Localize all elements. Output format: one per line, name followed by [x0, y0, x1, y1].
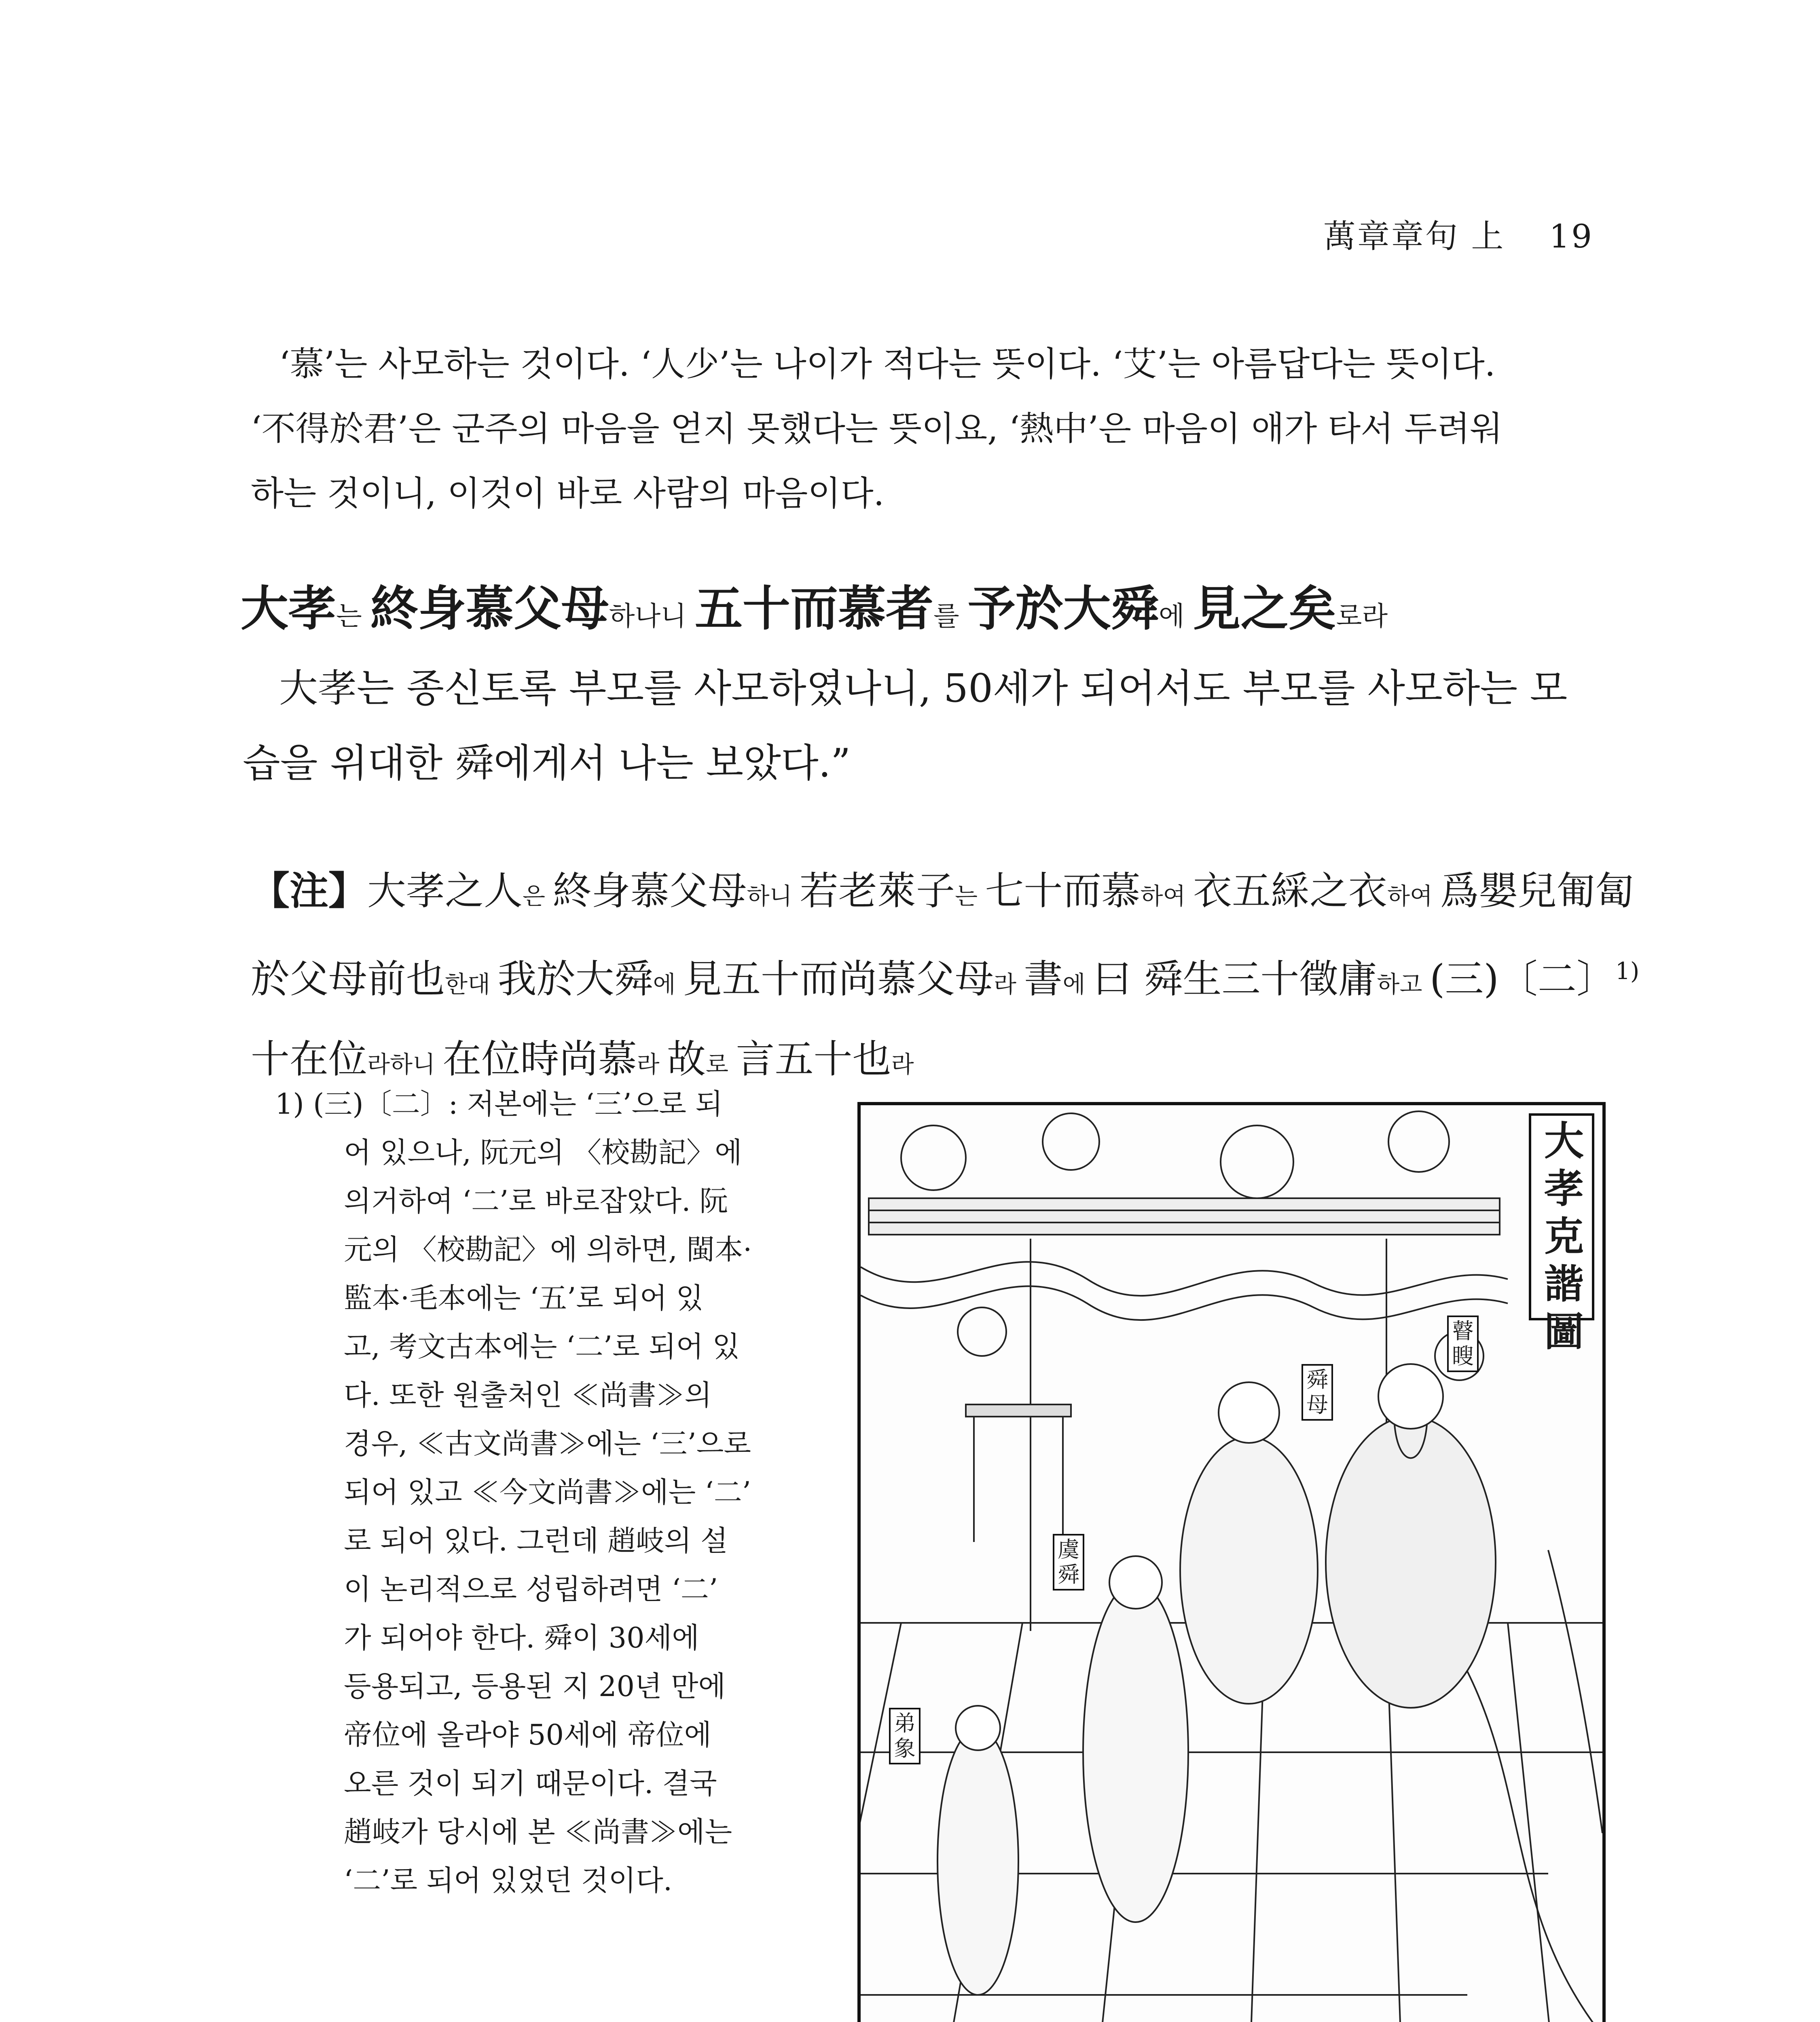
commentary-segment: 十在位	[251, 1036, 367, 1082]
footnote-line: 이 논리적으로 성립하려면 ‘二’	[344, 1573, 718, 1606]
commentary-particle: 에	[1062, 971, 1093, 998]
footnote-line: ‘二’로 되어 있었던 것이다.	[344, 1864, 673, 1897]
footnote-line: 오른 것이 되기 때문이다. 결국	[344, 1767, 717, 1800]
intro-line: 하는 것이니, 이것이 바로 사람의 마음이다.	[251, 474, 885, 513]
commentary-segment: (三)〔二〕	[1429, 956, 1615, 1002]
original-particle: 는	[336, 601, 370, 632]
intro-line: ‘不得於君’은 군주의 마음을 얻지 못했다는 뜻이요, ‘熱中’은 마음이 애가 타서 두려워	[251, 409, 1503, 448]
commentary-particle: 한대	[445, 971, 498, 998]
commentary-segment: 爲嬰兒匍匐	[1440, 868, 1634, 914]
commentary-segment: 言五十也	[736, 1036, 891, 1082]
commentary-segment: 曰 舜生三十徵庸	[1092, 956, 1377, 1002]
original-text-heading	[241, 570, 1616, 639]
footnote-line: 1) (三)〔二〕: 저본에는 ‘三’으로 되	[275, 1087, 723, 1121]
original-particle: 를	[933, 601, 968, 632]
commentary-segment: 終身慕父母	[552, 868, 747, 914]
footnote-line: 趙岐가 당시에 본 ≪尚書≫에는	[344, 1815, 732, 1849]
commentary-line	[251, 853, 1634, 934]
intro-line: ‘慕’는 사모하는 것이다. ‘人少’는 나이가 적다는 뜻이다. ‘艾’는 아름답다는 뜻이다.	[279, 344, 1496, 384]
woodblock-illustration	[857, 1102, 1606, 2022]
commentary-segment: 於父母前也	[251, 956, 445, 1002]
commentary-particle: 에	[653, 971, 683, 998]
commentary-segment: 衣五綵之衣	[1193, 868, 1387, 914]
translation-line: 大孝는 종신토록 부모를 사모하였나니, 50세가 되어서도 부모를 사모하는 모	[279, 666, 1568, 711]
footnote-line: 의거하여 ‘二’로 바로잡았다. 阮	[344, 1184, 728, 1218]
translation-paragraph	[243, 651, 1610, 801]
commentary-segment: 書	[1024, 956, 1063, 1002]
commentary-segment: 大孝之人	[367, 868, 523, 914]
footnote-line: 監本·毛本에는 ‘五’로 되어 있	[344, 1282, 704, 1315]
original-segment: 五十而慕者	[695, 580, 934, 637]
commentary-tag: 【注】	[251, 868, 367, 914]
illustration-title: 大孝克諧圖	[1544, 1118, 1584, 1355]
commentary-particle: 하니	[747, 882, 800, 910]
commentary-particle: 라	[891, 1051, 914, 1078]
translation-line: 습을 위대한 舜에게서 나는 보았다.”	[243, 740, 851, 786]
original-segment: 見之矣	[1193, 580, 1336, 637]
commentary-particle: 로	[706, 1051, 736, 1078]
commentary-segment: 見五十而尚慕父母	[683, 956, 994, 1002]
commentary-particle: 하여	[1140, 882, 1193, 910]
illustration-art	[861, 1105, 1602, 2022]
commentary-block	[251, 853, 1640, 1102]
footnote-line: 가 되어야 한다. 舜이 30세에	[344, 1621, 699, 1654]
footnote-marker[interactable]: 1)	[1615, 957, 1640, 985]
footnote-line: 되어 있고 ≪今文尚書≫에는 ‘二’	[344, 1476, 751, 1509]
commentary-segment: 若老萊子	[799, 868, 955, 914]
label-yu-shun: 虞舜	[1053, 1534, 1084, 1591]
commentary-particle: 는	[954, 882, 985, 910]
commentary-particle: 라하니	[367, 1051, 443, 1078]
commentary-particle: 라	[637, 1051, 667, 1078]
original-particle: 에	[1158, 601, 1193, 632]
original-particle: 하나니	[609, 601, 695, 632]
commentary-particle: 하고	[1377, 971, 1430, 998]
original-segment: 終身慕父母	[370, 580, 609, 637]
commentary-particle: 은	[523, 882, 553, 910]
commentary-particle: 하여	[1387, 882, 1440, 910]
footnote	[275, 1080, 809, 1905]
commentary-segment: 故	[667, 1036, 706, 1082]
commentary-particle: 라	[993, 971, 1024, 998]
intro-paragraph	[251, 332, 1598, 526]
label-gusou: 瞽瞍	[1447, 1316, 1479, 1372]
commentary-segment: 七十而慕	[985, 868, 1141, 914]
footnote-line: 어 있으나, 阮元의 〈校勘記〉에	[344, 1136, 742, 1169]
footnote-line: 元의 〈校勘記〉에 의하면, 閩本·	[344, 1233, 752, 1266]
footnote-line: 고, 考文古本에는 ‘二’로 되어 있	[344, 1330, 740, 1363]
footnote-line: 다. 또한 원출처인 ≪尚書≫의	[344, 1379, 712, 1412]
commentary-segment: 在位時尚慕	[442, 1036, 637, 1082]
label-shun-mother: 舜母	[1302, 1364, 1333, 1421]
footnote-line: 경우, ≪古文尚書≫에는 ‘三’으로	[344, 1427, 751, 1460]
footnote-line: 로 되어 있다. 그런데 趙岐의 설	[344, 1524, 728, 1557]
commentary-segment: 我於大舜	[497, 956, 653, 1002]
original-particle: 로라	[1336, 601, 1388, 632]
running-title: 萬章章句 上	[1323, 218, 1505, 255]
original-segment: 大孝	[241, 580, 336, 637]
page-number: 19	[1549, 218, 1594, 255]
commentary-line	[251, 934, 1640, 1022]
original-segment: 予於大舜	[967, 580, 1159, 637]
footnote-line: 등용되고, 등용된 지 20년 만에	[344, 1670, 726, 1703]
running-header	[1314, 210, 1594, 257]
label-xiang: 弟象	[889, 1708, 921, 1764]
footnote-line: 帝位에 올라야 50세에 帝位에	[344, 1718, 712, 1751]
